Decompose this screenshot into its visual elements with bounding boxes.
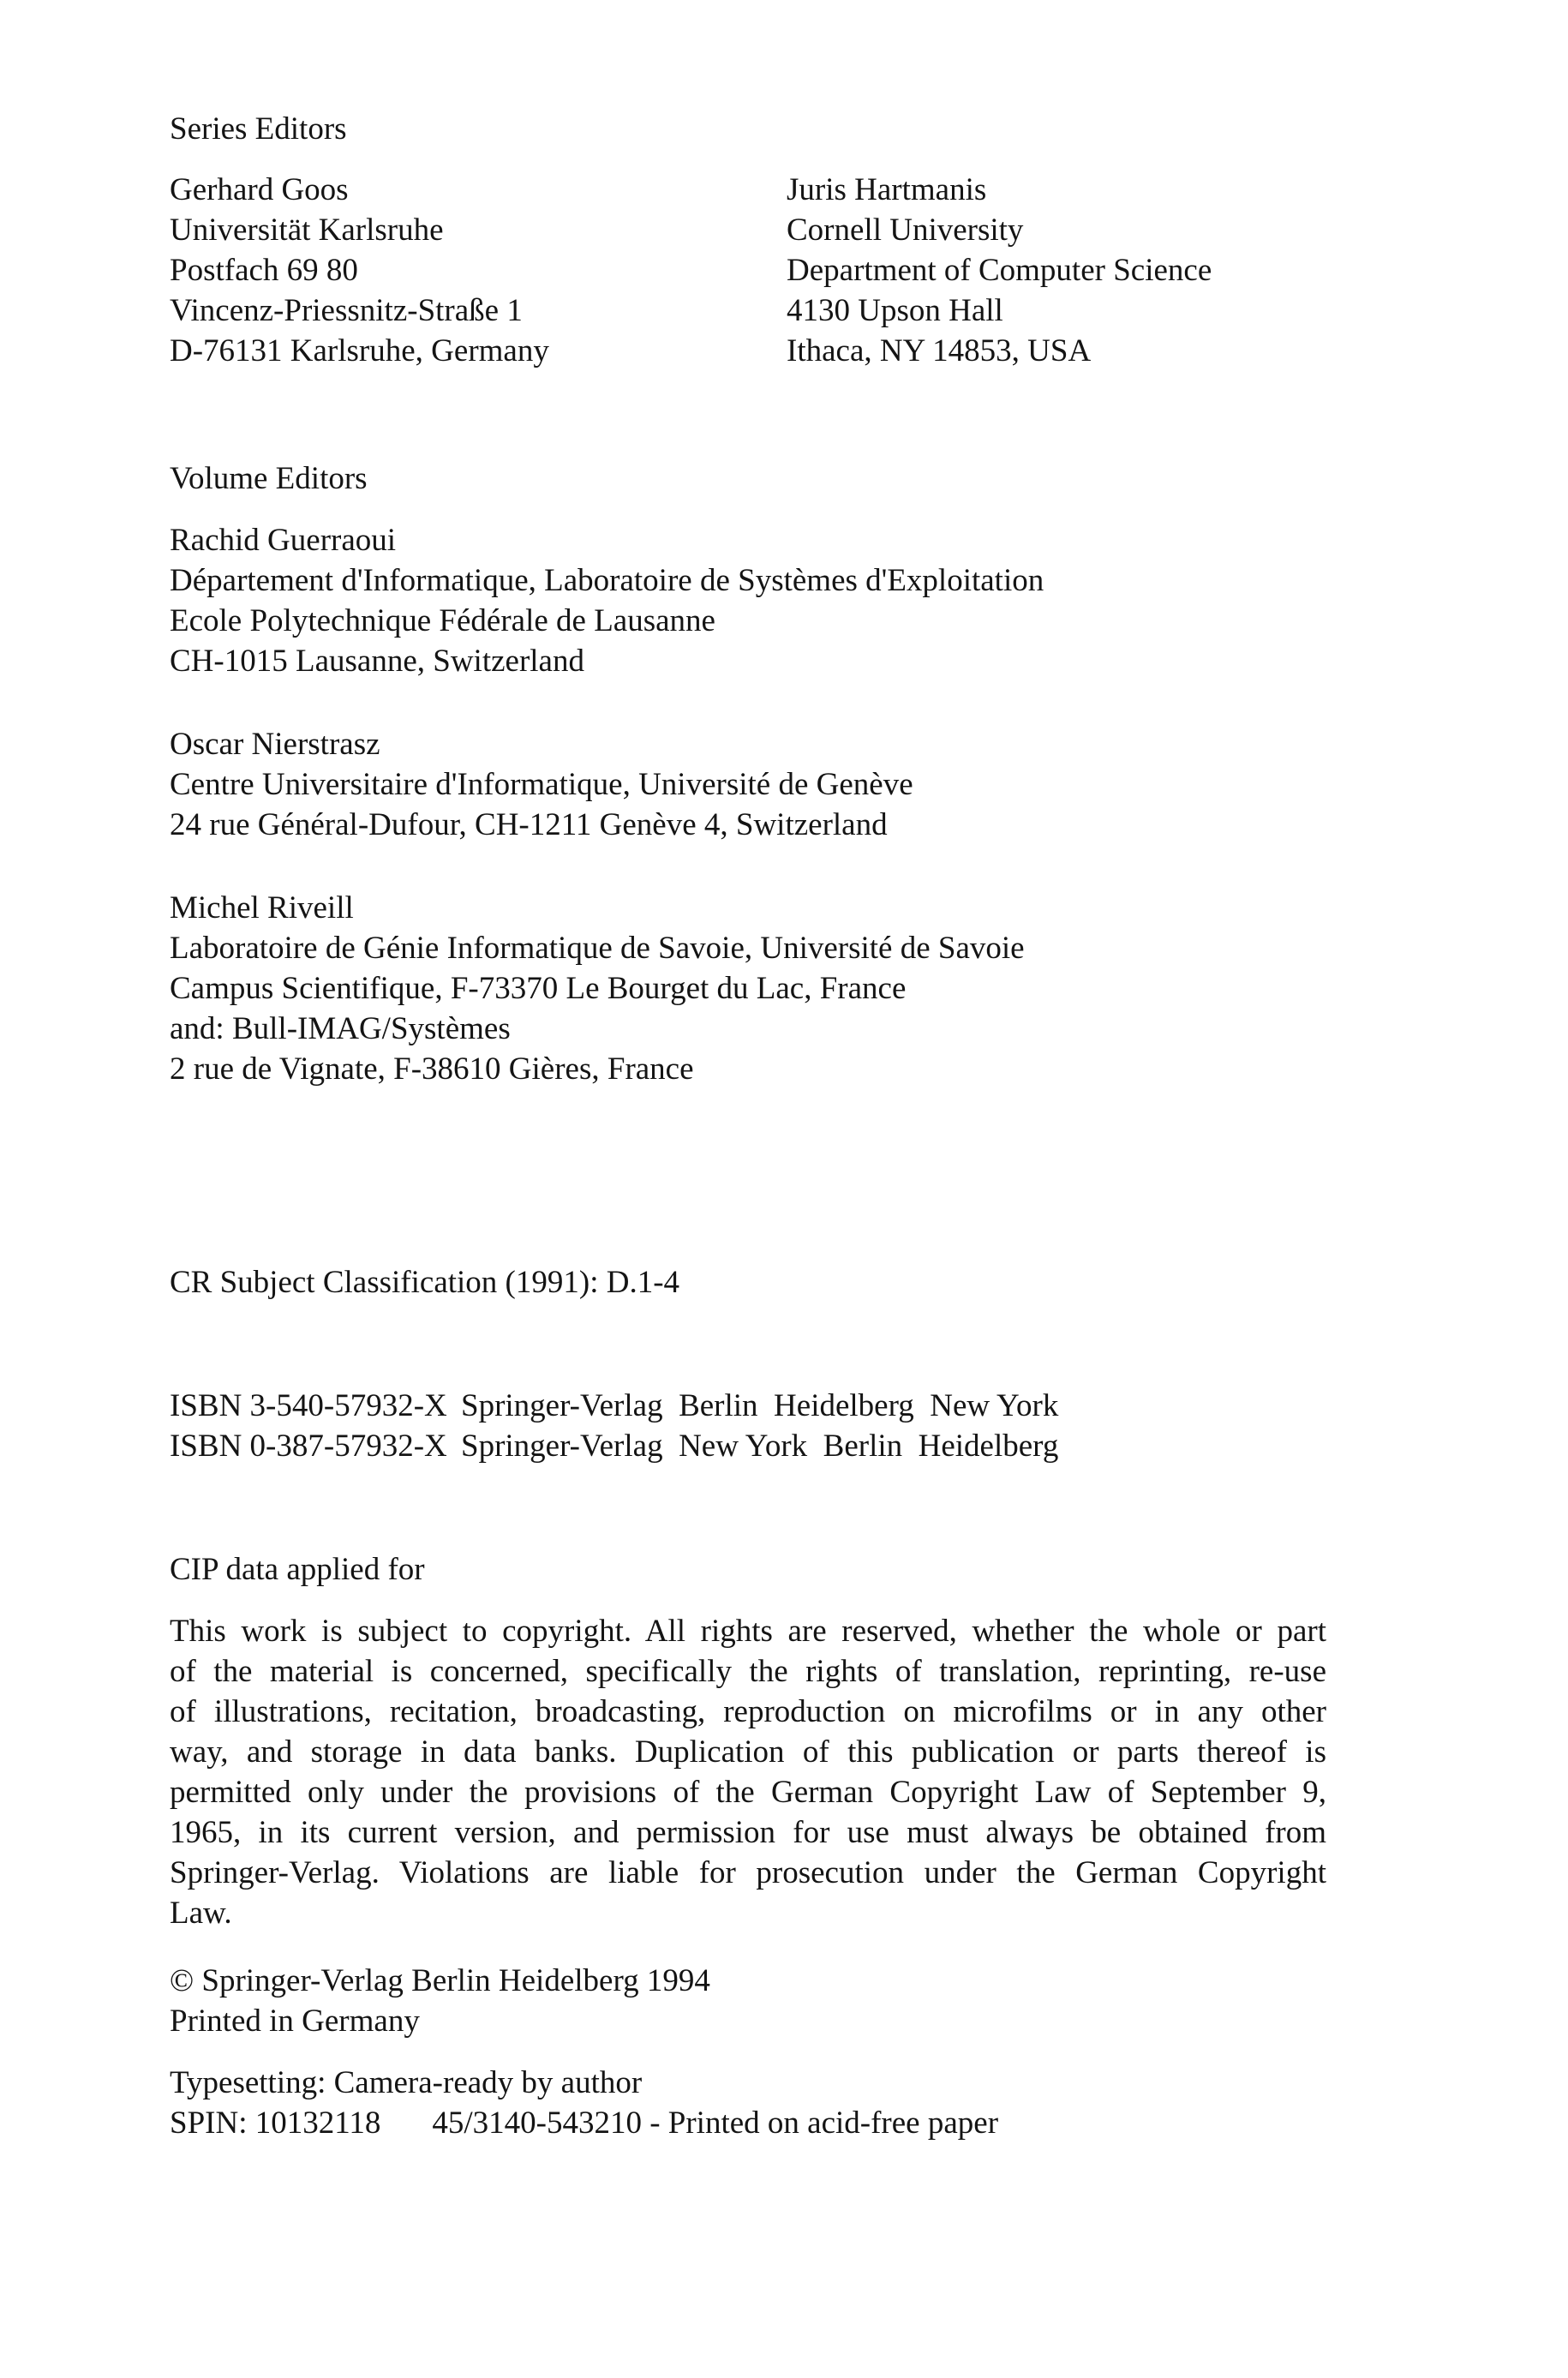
isbn-publisher: Springer-Verlag New York Berlin Heidelberg	[461, 1429, 1059, 1464]
isbn-line	[170, 1386, 1058, 1426]
address-line: 4130 Upson Hall	[787, 293, 1003, 328]
cip-statement: CIP data applied for	[170, 1552, 425, 1587]
spin-code: 45/3140-543210 - Printed on acid-free paper	[432, 2105, 999, 2141]
spin-label: SPIN: 10132118	[170, 2105, 381, 2141]
series-editors-heading: Series Editors	[170, 111, 347, 147]
series-editor-address	[170, 170, 549, 371]
address-line: Ecole Polytechnique Fédérale de Lausanne	[170, 603, 715, 638]
address-line: Campus Scientifique, F-73370 Le Bourget du Lac, France	[170, 971, 907, 1006]
typesetting-line: Typesetting: Camera-ready by author	[170, 2065, 643, 2100]
address-line: D-76131 Karlsruhe, Germany	[170, 333, 549, 368]
paragraph-line: This work is subject to copyright. All rights are reserved, whether the whole or part	[170, 1614, 1326, 1649]
isbn-line	[170, 1426, 1058, 1466]
paragraph-line: 1965, in its current version, and permission for use must always be obtained from	[170, 1815, 1326, 1850]
address-line: 24 rue Général-Dufour, CH-1211 Genève 4, Switzerland	[170, 807, 888, 842]
isbn-publisher: Springer-Verlag Berlin Heidelberg New York	[461, 1388, 1059, 1423]
paragraph-line: of illustrations, recitation, broadcasting, reproduction on microfilms or in any other	[170, 1694, 1326, 1729]
address-line: and: Bull-IMAG/Systèmes	[170, 1011, 511, 1046]
address-line: Department of Computer Science	[787, 253, 1212, 288]
volume-editor-address	[170, 888, 1025, 1089]
address-line: Département d'Informatique, Laboratoire de Systèmes d'Exploitation	[170, 563, 1044, 598]
paragraph-line: Springer-Verlag. Violations are liable for prosecution under the German Copyright	[170, 1855, 1326, 1890]
address-line: CH-1015 Lausanne, Switzerland	[170, 644, 584, 679]
spin-line	[170, 2103, 998, 2143]
copyright-notice-paragraph	[170, 1611, 1326, 1933]
editor-name: Juris Hartmanis	[787, 172, 987, 207]
volume-editors-heading: Volume Editors	[170, 461, 368, 496]
address-line: Postfach 69 80	[170, 253, 358, 288]
paragraph-line: of the material is concerned, specifically the rights of translation, reprinting, re-use	[170, 1654, 1326, 1689]
copyright-line	[170, 1961, 710, 2041]
volume-editor-address	[170, 724, 913, 845]
editor-name: Rachid Guerraoui	[170, 523, 397, 558]
editor-name: Gerhard Goos	[170, 172, 349, 207]
address-line: Centre Universitaire d'Informatique, Université de Genève	[170, 767, 913, 802]
address-line: Vincenz-Priessnitz-Straße 1	[170, 293, 523, 328]
address-line: Cornell University	[787, 213, 1024, 248]
address-line: Universität Karlsruhe	[170, 213, 444, 248]
copyright-holder: © Springer-Verlag Berlin Heidelberg 1994	[170, 1963, 710, 1998]
address-line: Ithaca, NY 14853, USA	[787, 333, 1092, 368]
isbn-code: ISBN 0-387-57932-X	[170, 1429, 447, 1464]
series-editor-address	[787, 170, 1212, 371]
typesetting-info	[170, 2063, 998, 2143]
address-line: Laboratoire de Génie Informatique de Savoie, Université de Savoie	[170, 931, 1025, 966]
cr-subject-classification: CR Subject Classification (1991): D.1-4	[170, 1265, 680, 1300]
printed-in: Printed in Germany	[170, 2004, 420, 2039]
editor-name: Michel Riveill	[170, 890, 354, 925]
paragraph-line: Law.	[170, 1896, 232, 1931]
paragraph-line: permitted only under the provisions of the German Copyright Law of September 9,	[170, 1775, 1326, 1810]
volume-editor-address	[170, 520, 1044, 681]
isbn-code: ISBN 3-540-57932-X	[170, 1388, 447, 1423]
paragraph-line: way, and storage in data banks. Duplication of this publication or parts thereof is	[170, 1734, 1326, 1770]
address-line: 2 rue de Vignate, F-38610 Gières, France	[170, 1051, 694, 1087]
isbn-list	[170, 1386, 1058, 1466]
editor-name: Oscar Nierstrasz	[170, 727, 380, 762]
